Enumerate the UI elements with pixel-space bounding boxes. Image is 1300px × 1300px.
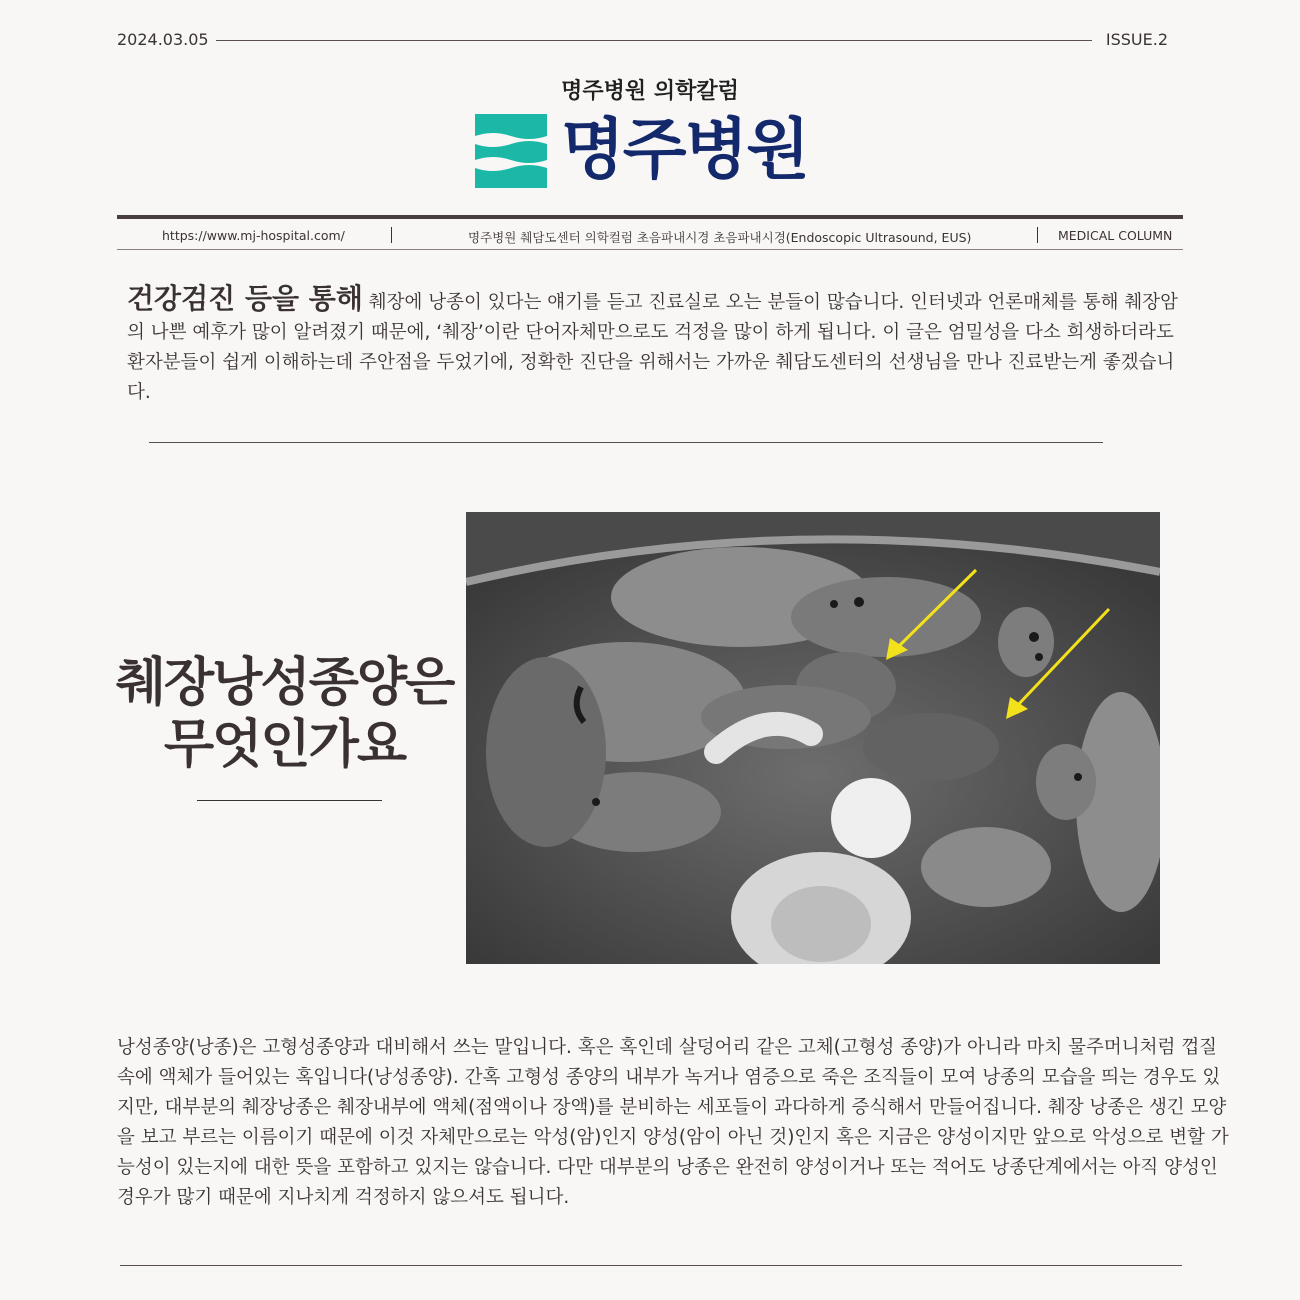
- info-divider: [1037, 227, 1038, 243]
- section-heading: [112, 652, 457, 776]
- heading-underline: [197, 800, 382, 801]
- hospital-logo: [475, 111, 835, 190]
- info-divider: [391, 227, 392, 243]
- body-paragraph: 낭성종양(낭종)은 고형성종양과 대비해서 쓰는 말입니다. 혹은 혹인데 살덩어리 같은 고체(고형성 종양)가 아니라 마치 물주머니처럼 껍질 속에 액체가 들어있는 혹입니다(낭성종양). 간혹 고형성 종양의 내부가 녹거나 염증으로 죽은 조직들이 모여 낭종의 모습을 띄는 경우도 있지만, 대부분의 췌장낭종은 췌장내부에 액체(점액이나 장액)를 분비하는 세포들이 과다하게 증식해서 만들어집니다. 췌장 낭종은 생긴 모양을 보고 부르는 이름이기 때문에 이것 자체만으로는 악성(암)인지 양성(암이 아닌 것)인지 혹은 지금은 양성이지만 앞으로 악성으로 변할 가능성이 있는지에 대한 뜻을 포함하고 있지는 않습니다. 다만 대부분의 낭종은 완전히 양성이거나 또는 적어도 낭종단계에서는 아직 양성인 경우가 많기 때문에 지나치게 걱정하지 않으셔도 됩니다.: [117, 1037, 1229, 1208]
- intro-text: 췌장에 낭종이 있다는 얘기를 듣고 진료실로 오는 분들이 많습니다. 인터넷과 언론매체를 통해 췌장암의 나쁜 예후가 많이 알려졌기 때문에, ‘췌장’이란 단어자체만으로도 걱정을 많이 하게 됩니다. 이 글은 엄밀성을 다소 희생하더라도 환자분들이 쉽게 이해하는데 주안점을 두었기에, 정확한 진단을 위해서는 가까운 췌담도센터의 선생님을 만나 진료받는게 좋겠습니다.: [127, 292, 1178, 403]
- logo-wordmark: 명주병원: [561, 111, 809, 188]
- section-heading-line1: 췌장낭성종양은: [115, 653, 454, 713]
- ct-scan-image: [466, 512, 1160, 964]
- info-bar-bottom-rule: [117, 249, 1183, 250]
- hospital-url-link[interactable]: https://www.mj-hospital.com/: [162, 228, 345, 243]
- section-label: MEDICAL COLUMN: [1058, 228, 1173, 243]
- wave-logo-icon: [475, 114, 551, 190]
- footer-rule: [120, 1265, 1182, 1266]
- info-bar-top-rule: [117, 215, 1183, 219]
- section-heading-line2: 무엇인가요: [163, 715, 406, 775]
- column-topic: 명주병원 췌담도센터 의학컬럼 초음파내시경 초음파내시경(Endoscopic Ultrasound, EUS): [468, 230, 972, 245]
- issue-number: ISSUE.2: [1105, 30, 1168, 49]
- intro-paragraph: [127, 284, 1187, 408]
- header-rule: [216, 40, 1092, 41]
- issue-date: 2024.03.05: [117, 30, 209, 49]
- column-title: 명주병원 의학칼럼: [561, 79, 739, 104]
- section-rule: [149, 442, 1103, 443]
- intro-lead: 건강검진 등을 통해: [127, 282, 363, 315]
